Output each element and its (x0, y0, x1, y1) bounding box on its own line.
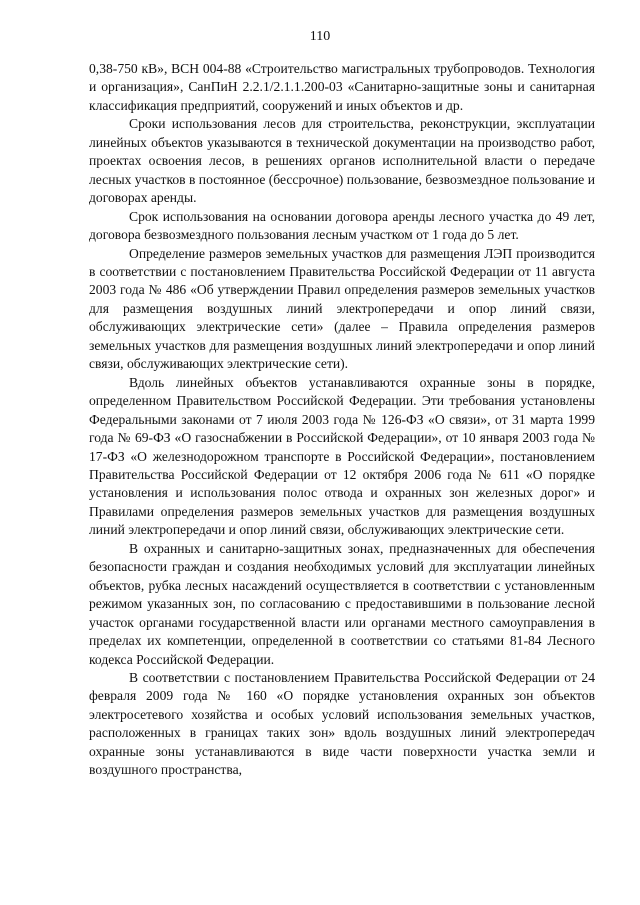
paragraph-4: Определение размеров земельных участков для размещения ЛЭП производится в соответствии с постановлением Правительства Российской Федерации от 11 августа 2003 года № 486 «Об утверждении Правил определения размеров земельных участков для размещения воздушных линий электропередачи и опор линий связи, обслуживающих электрические сети» (далее – Правила определения размеров земельных участков для размещения воздушных линий электропередачи и опор линий связи, обслуживающих электрические сети). (89, 245, 595, 372)
paragraph-3: Срок использования на основании договора аренды лесного участка до 49 лет, договора безвозмездного пользования лесным участком от 1 года до 5 лет. (89, 208, 595, 243)
paragraph-1: 0,38-750 кВ», ВСН 004-88 «Строительство магистральных трубопроводов. Технология и организация», СанПиН 2.2.1/2.1.1.200-03 «Санитарно-защитные зоны и санитарная классификация предприятий, сооружений и иных объектов и др. (89, 61, 595, 113)
paragraph-6: В охранных и санитарно-защитных зонах, предназначенных для обеспечения безопасности граждан и создания необходимых условий для эксплуатации линейных объектов, рубка лесных насаждений осуществляется в соответствии с установленным режимом указанных зон, по согласованию с предоставившими в пользование лесной участок органами государственной власти или органами местного самоуправления в пределах их компетенции, определенной в соответствии со статьями 81-84 Лесного кодекса Российской Федерации. (89, 540, 595, 667)
paragraph-5: Вдоль линейных объектов устанавливаются охранные зоны в порядке, определенном Правительством Российской Федерации. Эти требования установлены Федеральными законами от 7 июля 2003 года № 126-ФЗ «О связи», от 31 марта 1999 года № 69-ФЗ «О газоснабжении в Российской Федерации», от 10 января 2003 года № 17-ФЗ «О железнодорожном транспорте в Российской Федерации», постановлением Правительства Российской Федерации от 12 октября 2006 года № 611 «О порядке установления и использования полос отвода и охранных зон железных дорог» и Правилами определения размеров земельных участков для размещения воздушных линий электропередачи и опор линий связи, обслуживающих электрические сети. (89, 374, 595, 538)
paragraph-7: В соответствии с постановлением Правительства Российской Федерации от 24 февраля 2009 года № 160 «О порядке установления охранных зон объектов электросетевого хозяйства и особых условий использования земельных участков, расположенных в границах таких зон» вдоль воздушных линий электропередач охранные зоны устанавливаются в виде части поверхности участка земли и воздушного пространства, (89, 669, 595, 778)
page-number: 110 (309, 29, 331, 44)
body-text (89, 60, 595, 780)
paragraph-2: Сроки использования лесов для строительства, реконструкции, эксплуатации линейных объектов указываются в технической документации на производство работ, проектах освоения лесов, в решениях органов исполнительной власти о передаче лесных участков в постоянное (бессрочное) пользование, безвозмездное пользование и договорах аренды. (89, 116, 595, 206)
